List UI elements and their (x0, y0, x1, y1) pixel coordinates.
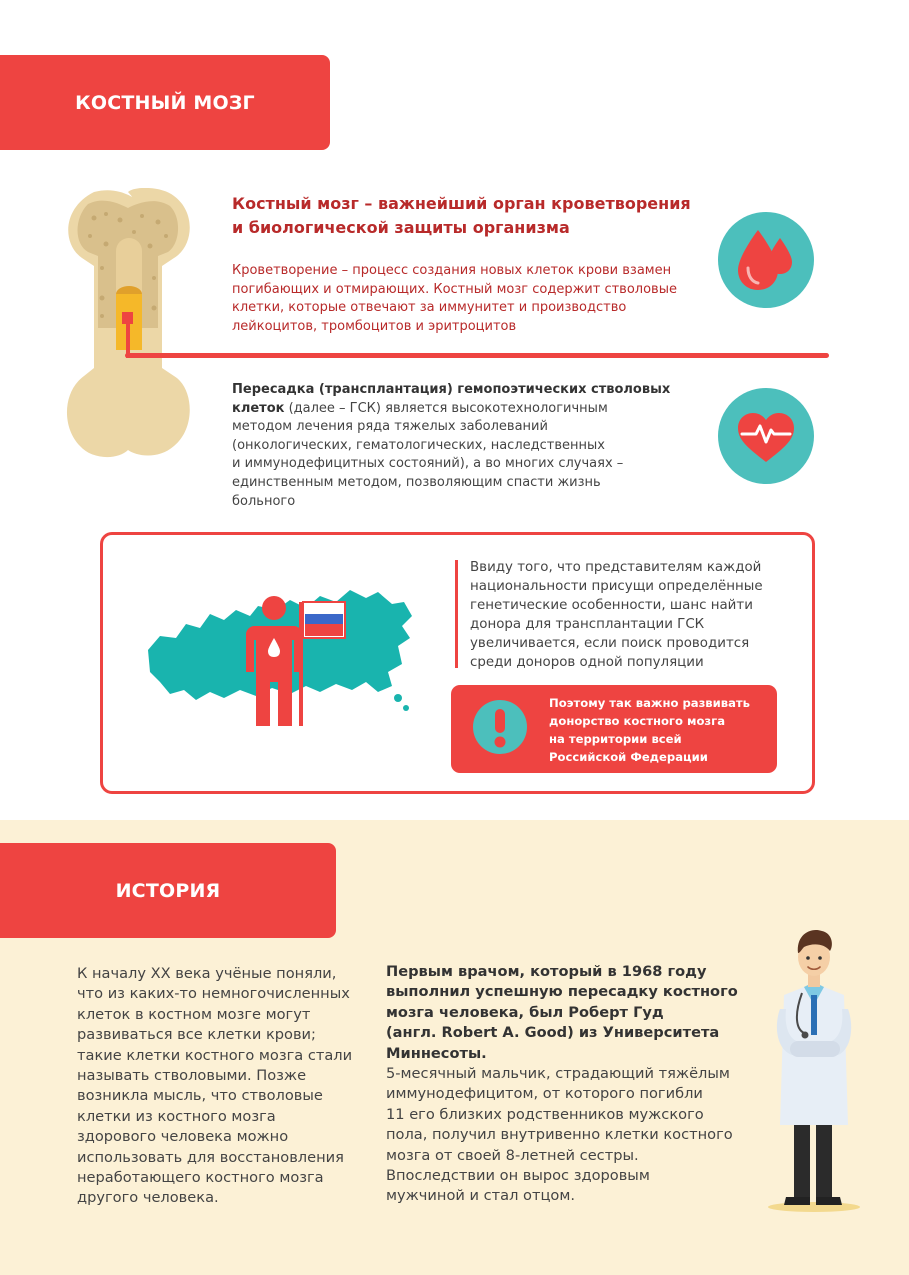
text-line: К началу XX века учёные поняли, (77, 965, 337, 982)
text-line: использовать для восстановления (77, 1148, 344, 1166)
text-line: здорового человека можно (77, 1128, 289, 1146)
text-line: неработающего костного мозга (77, 1169, 324, 1187)
alert-line: на территории всей (549, 732, 682, 746)
text-line: такие клетки костного мозга стали (77, 1046, 353, 1064)
bold-line: (англ. Robert A. Good) из Университета (386, 1024, 720, 1042)
section-title-history (0, 843, 336, 938)
bold-line: клеток (232, 400, 285, 416)
text-line: лейкоцитов, тромбоцитов и эритроцитов (232, 318, 517, 334)
text-line: 11 его близких родственников мужского (386, 1105, 704, 1123)
text-line: Кроветворение – процесс создания новых клеток крови взамен (232, 263, 672, 278)
bone-illustration (62, 188, 194, 463)
text-line: клетки, которые отвечают за иммунитет и производство (232, 300, 627, 315)
text-line: (далее – ГСК) является высокотехнологичным (284, 400, 608, 416)
connector-line (125, 353, 829, 358)
text-line: Впоследствии он вырос здоровым (386, 1167, 650, 1185)
history-text-left (77, 964, 367, 1209)
text-line: больного (232, 493, 296, 509)
alert-line: Поэтому так важно развивать (549, 696, 750, 710)
heart-pulse-icon (718, 388, 814, 484)
headline-line: Костный мозг – важнейший орган кроветворения (232, 194, 691, 213)
text-line: другого человека. (77, 1189, 219, 1207)
text-line: генетические особенности, шанс найти (470, 598, 753, 613)
bold-line: мозга человека, был Роберт Гуд (386, 1003, 664, 1021)
text-line: возникла мысль, что стволовые (77, 1087, 323, 1105)
bold-line: Миннесоты. (386, 1044, 487, 1062)
blood-drops-icon (718, 212, 814, 308)
section-title-text: КОСТНЫЙ МОЗГ (75, 91, 255, 114)
text-line: иммунодефицитом, от которого погибли (386, 1085, 703, 1103)
history-text-right (386, 962, 751, 1207)
headline-line: и биологической защиты организма (232, 218, 570, 237)
transplant-text (232, 381, 682, 511)
exclamation-icon (471, 698, 529, 756)
text-line: мужчиной и стал отцом. (386, 1187, 575, 1205)
text-line: и иммунодефицитных состояний), а во многих случаях – (232, 456, 624, 472)
hematopoiesis-text (232, 262, 712, 336)
bold-line: Первым врачом, который в 1968 году (386, 963, 707, 980)
text-line: донора для трансплантации ГСК (470, 617, 705, 632)
text-line: погибающих и отмирающих. Костный мозг содержит стволовые (232, 281, 677, 297)
text-line: единственным методом, позволяющим спасти жизнь (232, 474, 601, 490)
headline (232, 192, 722, 240)
text-line: клетки из костного мозга (77, 1107, 276, 1125)
text-line: 5-месячный мальчик, страдающий тяжёлым (386, 1065, 730, 1083)
text-line: клеток в костном мозге могут (77, 1005, 311, 1023)
text-line: называть стволовыми. Позже (77, 1067, 307, 1085)
text-line: мозга от своей 8-летней сестры. (386, 1146, 639, 1164)
text-line: развиваться все клетки крови; (77, 1026, 316, 1044)
text-line: (онкологических, гематологических, наследственных (232, 437, 605, 453)
section-title-text: ИСТОРИЯ (115, 879, 221, 902)
alert-line: Российской Федерации (549, 750, 708, 764)
section-title-bone-marrow (0, 55, 330, 150)
bold-line: выполнил успешную пересадку костного (386, 983, 738, 1001)
person-with-flag-icon (244, 596, 350, 728)
text-line: среди доноров одной популяции (470, 655, 704, 670)
accent-bar (455, 560, 458, 668)
text-line: Ввиду того, что представителям каждой (470, 560, 762, 575)
alert-line: донорство костного мозга (549, 714, 726, 728)
text-line: увеличивается, если поиск проводится (470, 636, 750, 651)
population-info-text (470, 558, 790, 672)
alert-text (549, 694, 771, 766)
text-line: методом лечения ряда тяжелых заболеваний (232, 419, 548, 435)
doctor-illustration (764, 925, 860, 1215)
text-line: пола, получил внутривенно клетки костного (386, 1126, 733, 1144)
text-line: что из каких-то немногочисленных (77, 985, 350, 1003)
text-line: национальности присущи определённые (470, 579, 763, 594)
bold-line: Пересадка (трансплантация) гемопоэтических стволовых (232, 382, 671, 397)
